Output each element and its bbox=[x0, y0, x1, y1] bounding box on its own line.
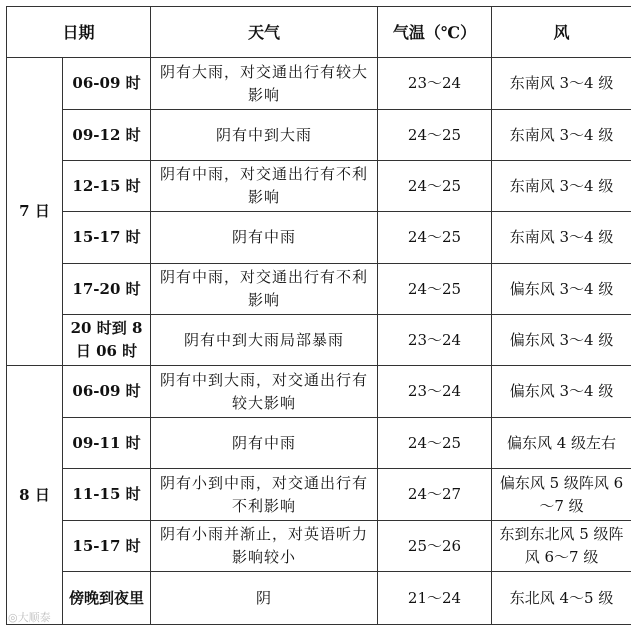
period-cell: 06-09 时 bbox=[63, 58, 151, 110]
period-cell: 17-20 时 bbox=[63, 264, 151, 315]
wind-cell: 偏东风 3～4 级 bbox=[492, 366, 631, 418]
header-row bbox=[7, 7, 631, 58]
temp-cell: 24～25 bbox=[378, 418, 492, 469]
watermark bbox=[8, 609, 51, 625]
period-cell: 09-11 时 bbox=[63, 418, 151, 469]
period-cell: 09-12 时 bbox=[63, 110, 151, 161]
period-cell: 11-15 时 bbox=[63, 469, 151, 521]
wind-cell: 偏东风 5 级阵风 6～7 级 bbox=[492, 469, 631, 521]
temp-cell: 23～24 bbox=[378, 315, 492, 366]
wind-cell: 偏东风 4 级左右 bbox=[492, 418, 631, 469]
table-row bbox=[7, 315, 631, 366]
header-weather: 天气 bbox=[151, 7, 378, 58]
wind-cell: 东南风 3～4 级 bbox=[492, 212, 631, 264]
weather-cell: 阴有中雨，对交通出行有不利影响 bbox=[151, 264, 378, 315]
wind-cell: 偏东风 3～4 级 bbox=[492, 315, 631, 366]
table-row bbox=[7, 572, 631, 625]
header-date: 日期 bbox=[7, 7, 151, 58]
table-row bbox=[7, 469, 631, 521]
weather-cell: 阴 bbox=[151, 572, 378, 625]
temp-cell: 24～27 bbox=[378, 469, 492, 521]
weather-cell: 阴有小到中雨，对交通出行有不利影响 bbox=[151, 469, 378, 521]
weather-cell: 阴有中到大雨局部暴雨 bbox=[151, 315, 378, 366]
table-row bbox=[7, 110, 631, 161]
period-cell: 15-17 时 bbox=[63, 521, 151, 572]
table-row bbox=[7, 366, 631, 418]
period-cell: 06-09 时 bbox=[63, 366, 151, 418]
weather-forecast-table bbox=[6, 6, 631, 625]
wind-cell: 东南风 3～4 级 bbox=[492, 110, 631, 161]
table-row bbox=[7, 212, 631, 264]
weather-cell: 阴有中到大雨，对交通出行有较大影响 bbox=[151, 366, 378, 418]
weibo-icon: ◎ bbox=[8, 611, 18, 624]
day-label: 8 日 bbox=[7, 366, 63, 625]
weather-cell: 阴有小雨并渐止，对英语听力影响较小 bbox=[151, 521, 378, 572]
temp-cell: 21～24 bbox=[378, 572, 492, 625]
period-cell: 15-17 时 bbox=[63, 212, 151, 264]
watermark-text: 大顺泰 bbox=[17, 611, 51, 624]
period-cell: 12-15 时 bbox=[63, 161, 151, 212]
period-cell: 20 时到 8 日 06 时 bbox=[63, 315, 151, 366]
header-temp: 气温（℃） bbox=[378, 7, 492, 58]
weather-cell: 阴有中到大雨 bbox=[151, 110, 378, 161]
temp-cell: 25～26 bbox=[378, 521, 492, 572]
weather-cell: 阴有大雨，对交通出行有较大影响 bbox=[151, 58, 378, 110]
table-row bbox=[7, 58, 631, 110]
weather-cell: 阴有中雨 bbox=[151, 212, 378, 264]
wind-cell: 东南风 3～4 级 bbox=[492, 161, 631, 212]
forecast-frame bbox=[6, 6, 631, 625]
weather-cell: 阴有中雨，对交通出行有不利影响 bbox=[151, 161, 378, 212]
wind-cell: 东南风 3～4 级 bbox=[492, 58, 631, 110]
temp-cell: 23～24 bbox=[378, 366, 492, 418]
wind-cell: 偏东风 3～4 级 bbox=[492, 264, 631, 315]
temp-cell: 24～25 bbox=[378, 161, 492, 212]
table-row bbox=[7, 521, 631, 572]
day-label: 7 日 bbox=[7, 58, 63, 366]
weather-cell: 阴有中雨 bbox=[151, 418, 378, 469]
temp-cell: 23～24 bbox=[378, 58, 492, 110]
wind-cell: 东到东北风 5 级阵风 6～7 级 bbox=[492, 521, 631, 572]
table-row bbox=[7, 264, 631, 315]
temp-cell: 24～25 bbox=[378, 212, 492, 264]
table-row bbox=[7, 418, 631, 469]
header-wind: 风 bbox=[492, 7, 631, 58]
temp-cell: 24～25 bbox=[378, 264, 492, 315]
wind-cell: 东北风 4～5 级 bbox=[492, 572, 631, 625]
temp-cell: 24～25 bbox=[378, 110, 492, 161]
period-cell: 傍晚到夜里 bbox=[63, 572, 151, 625]
table-row bbox=[7, 161, 631, 212]
